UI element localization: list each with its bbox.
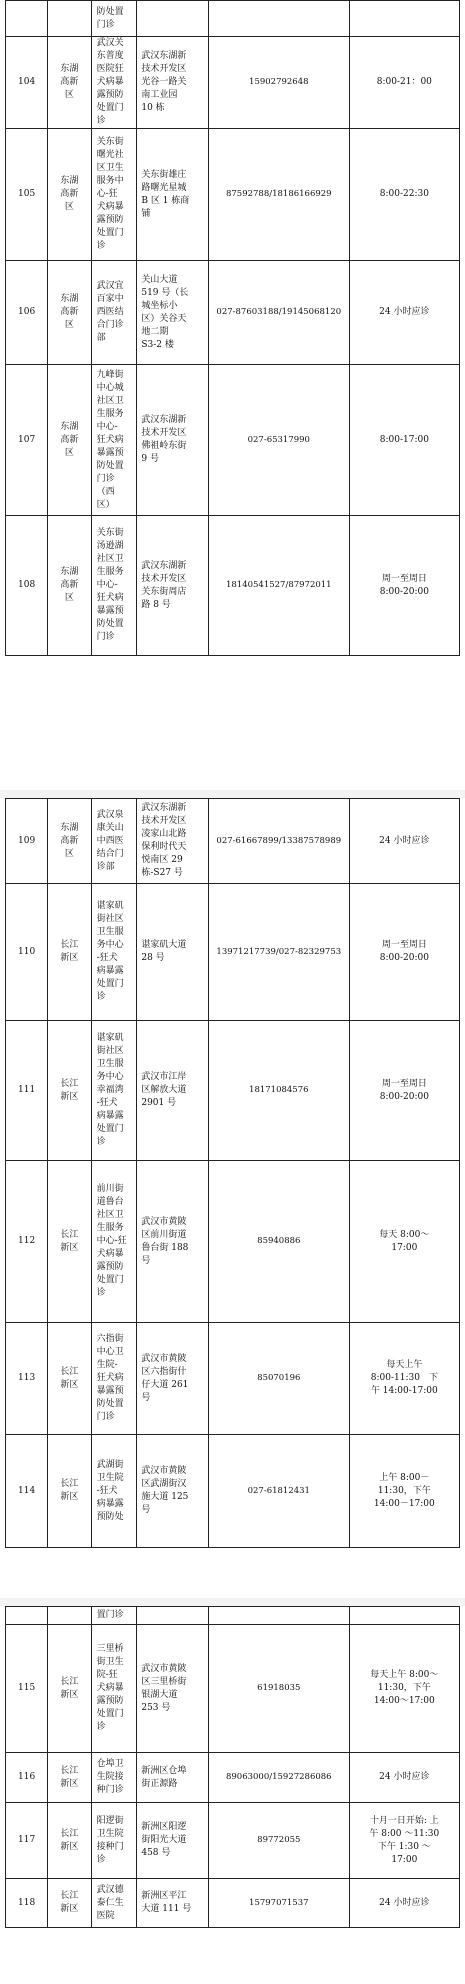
table-row bbox=[6, 261, 460, 365]
cell-hours: 周一至周日 8:00-20:00 bbox=[349, 1021, 459, 1161]
cell-clinic-name: 仓埠卫 生院接 种门诊 bbox=[91, 1753, 137, 1803]
cell-phone: 89063000/15927286086 bbox=[208, 1753, 349, 1803]
cell-number: 117 bbox=[6, 1803, 48, 1879]
cell-hours: 24 小时应诊 bbox=[349, 1753, 459, 1803]
cell-hours: 24 小时应诊 bbox=[349, 1879, 459, 1928]
cell-clinic-name: 谌家矶 街社区 卫生服 务中心 幸福湾 -狂犬 病暴露 处置门 诊 bbox=[91, 1021, 137, 1161]
cell-number: 112 bbox=[6, 1161, 48, 1323]
cell-clinic-name: 谌家矶 街社区 卫生服 务中心 -狂犬 病暴露 处置门 诊 bbox=[91, 884, 137, 1021]
cell-district: 东湖 高新 区 bbox=[48, 261, 91, 365]
cell-phone: 027-61812431 bbox=[208, 1435, 349, 1548]
cell-number: 110 bbox=[6, 884, 48, 1021]
cell-district: 长江 新区 bbox=[48, 1625, 91, 1753]
cell-address: 关东街雄庄 路曙光星城 B 区 1 栋商 铺 bbox=[137, 129, 209, 261]
cell-number: 106 bbox=[6, 261, 48, 365]
cell-address: 武汉市江岸 区解放大道 2901 号 bbox=[137, 1021, 209, 1161]
cell-district bbox=[48, 1, 91, 37]
cell-phone: 027-87603188/19145068120 bbox=[208, 261, 349, 365]
cell-district: 东湖 高新 区 bbox=[48, 37, 91, 129]
cell-district: 东湖 高新 区 bbox=[48, 365, 91, 516]
table-row bbox=[6, 1625, 460, 1753]
table-row bbox=[6, 1435, 460, 1548]
document-page-3 bbox=[0, 1606, 465, 1984]
table-row bbox=[6, 365, 460, 516]
cell-district: 长江 新区 bbox=[48, 1803, 91, 1879]
cell-hours: 十月一日开始: 上 午 8:00 ～11:30 下午 1:30 ～ 17:00 bbox=[349, 1803, 459, 1879]
table-row bbox=[6, 1323, 460, 1435]
cell-hours: 8:00-17:00 bbox=[349, 365, 459, 516]
cell-number: 113 bbox=[6, 1323, 48, 1435]
table-row bbox=[6, 37, 460, 129]
clinic-table-page-3 bbox=[5, 1606, 460, 1928]
cell-address: 武汉东湖新 技术开发区 光谷一路关 南工业园 10 栋 bbox=[137, 37, 209, 129]
cell-address: 武汉市黄陂 区前川街道 鲁台街 188 号 bbox=[137, 1161, 209, 1323]
cell-phone bbox=[208, 1607, 349, 1625]
cell-hours bbox=[349, 1, 459, 37]
cell-clinic-name: 武湖街 卫生院 -狂犬 病暴露 预防处 bbox=[91, 1435, 137, 1548]
cell-district: 东湖 高新 区 bbox=[48, 799, 91, 884]
cell-hours: 每天 8:00～ 17:00 bbox=[349, 1161, 459, 1323]
cell-address: 武汉东湖新 技术开发区 凌家山北路 保利时代天 悦南区 29 栋-S27 号 bbox=[137, 799, 209, 884]
cell-address: 武汉东湖新 技术开发区 佛祖岭东街 9 号 bbox=[137, 365, 209, 516]
table-row bbox=[6, 1, 460, 37]
table-row bbox=[6, 1803, 460, 1879]
cell-phone bbox=[208, 1, 349, 37]
cell-phone: 85070196 bbox=[208, 1323, 349, 1435]
cell-phone: 027-65317990 bbox=[208, 365, 349, 516]
cell-phone: 18171084576 bbox=[208, 1021, 349, 1161]
page-gap bbox=[0, 790, 465, 798]
cell-phone: 15902792648 bbox=[208, 37, 349, 129]
cell-district: 东湖 高新 区 bbox=[48, 516, 91, 656]
cell-phone: 027-61667899/13387578989 bbox=[208, 799, 349, 884]
cell-address bbox=[137, 1607, 209, 1625]
table-row bbox=[6, 1161, 460, 1323]
cell-hours: 24 小时应诊 bbox=[349, 261, 459, 365]
document-page-2 bbox=[0, 798, 465, 1598]
cell-phone: 61918035 bbox=[208, 1625, 349, 1753]
cell-hours: 8:00-21：00 bbox=[349, 37, 459, 129]
clinic-table-page-1 bbox=[5, 0, 460, 656]
cell-district: 长江 新区 bbox=[48, 1435, 91, 1548]
cell-number: 105 bbox=[6, 129, 48, 261]
cell-address: 武汉市黄陂 区武湖街汉 施大道 125 号 bbox=[137, 1435, 209, 1548]
cell-address: 武汉市黄陂 区六指街什 仔大道 261 号 bbox=[137, 1323, 209, 1435]
cell-phone: 18140541527/87972011 bbox=[208, 516, 349, 656]
cell-number bbox=[6, 1607, 48, 1625]
table-row bbox=[6, 799, 460, 884]
cell-hours: 周一至周日 8:00-20:00 bbox=[349, 884, 459, 1021]
cell-district bbox=[48, 1607, 91, 1625]
table-row bbox=[6, 129, 460, 261]
cell-clinic-name: 防处置 门诊 bbox=[91, 1, 137, 37]
cell-number: 111 bbox=[6, 1021, 48, 1161]
cell-district: 东湖 高新 区 bbox=[48, 129, 91, 261]
cell-clinic-name: 九峰街 中心城 社区卫 生服务 中心- 狂犬病 暴露预 防处置 门诊 （西 区） bbox=[91, 365, 137, 516]
cell-district: 长江 新区 bbox=[48, 884, 91, 1021]
cell-clinic-name: 关东街 曙光社 区卫生 服务中 心-狂 犬病暴 露预防 处置门 诊 bbox=[91, 129, 137, 261]
cell-address: 武汉市黄陂 区三里桥街 银湖大道 253 号 bbox=[137, 1625, 209, 1753]
table-row bbox=[6, 1753, 460, 1803]
cell-address: 关山大道 519 号（长 城坐标小 区）关谷天 地二期 S3-2 楼 bbox=[137, 261, 209, 365]
table-row bbox=[6, 1021, 460, 1161]
table-row bbox=[6, 1879, 460, 1928]
cell-clinic-name: 关东街 汤逊湖 社区卫 生服务 中心- 狂犬病 暴露预 防处置 门诊 bbox=[91, 516, 137, 656]
cell-clinic-name: 武汉宜 百家中 西医结 合门诊 部 bbox=[91, 261, 137, 365]
cell-phone: 15797071537 bbox=[208, 1879, 349, 1928]
cell-address: 新洲区仓埠 街正源路 bbox=[137, 1753, 209, 1803]
cell-hours bbox=[349, 1607, 459, 1625]
cell-hours: 每天上午 8:00～ 11:30，下午 14:00～17:00 bbox=[349, 1625, 459, 1753]
cell-district: 长江 新区 bbox=[48, 1879, 91, 1928]
table-row bbox=[6, 884, 460, 1021]
cell-clinic-name: 三里桥 街卫生 院-狂 犬病暴 露预防 处置门 诊 bbox=[91, 1625, 137, 1753]
cell-district: 长江 新区 bbox=[48, 1753, 91, 1803]
cell-address: 谌家矶大道 28 号 bbox=[137, 884, 209, 1021]
table-row bbox=[6, 516, 460, 656]
cell-phone: 13971217739/027-82329753 bbox=[208, 884, 349, 1021]
clinic-table-page-2 bbox=[5, 798, 460, 1548]
cell-hours: 24 小时应诊 bbox=[349, 799, 459, 884]
cell-clinic-name: 六指街 中心卫 生院- 狂犬病 暴露预 防处置 门诊 bbox=[91, 1323, 137, 1435]
cell-address: 武汉东湖新 技术开发区 关东街周店 路 8 号 bbox=[137, 516, 209, 656]
cell-number: 118 bbox=[6, 1879, 48, 1928]
cell-number: 114 bbox=[6, 1435, 48, 1548]
cell-phone: 85940886 bbox=[208, 1161, 349, 1323]
cell-number: 108 bbox=[6, 516, 48, 656]
document-page-1 bbox=[0, 0, 465, 790]
cell-address: 新洲区平江 大道 111 号 bbox=[137, 1879, 209, 1928]
cell-hours: 上午 8:00－ 11:30，下午 14:00－17:00 bbox=[349, 1435, 459, 1548]
cell-clinic-name: 前川街 道鲁台 社区卫 生服务 中心-狂 犬病暴 露预防 处置门 诊 bbox=[91, 1161, 137, 1323]
cell-phone: 89772055 bbox=[208, 1803, 349, 1879]
cell-number: 109 bbox=[6, 799, 48, 884]
cell-district: 长江 新区 bbox=[48, 1161, 91, 1323]
table-row bbox=[6, 1607, 460, 1625]
cell-address: 新洲区阳逻 街阳光大道 458 号 bbox=[137, 1803, 209, 1879]
cell-address bbox=[137, 1, 209, 37]
cell-hours: 8:00-22:30 bbox=[349, 129, 459, 261]
cell-hours: 每天上午 8:00-11:30 下 午 14:00-17:00 bbox=[349, 1323, 459, 1435]
cell-district: 长江 新区 bbox=[48, 1021, 91, 1161]
cell-clinic-name: 武汉关 东普度 医院狂 犬病暴 露预防 处置门 诊 bbox=[91, 37, 137, 129]
cell-clinic-name: 阳逻街 卫生院 接种门 诊 bbox=[91, 1803, 137, 1879]
cell-number: 115 bbox=[6, 1625, 48, 1753]
cell-clinic-name: 置门诊 bbox=[91, 1607, 137, 1625]
cell-hours: 周一至周日 8:00-20:00 bbox=[349, 516, 459, 656]
cell-number bbox=[6, 1, 48, 37]
cell-number: 107 bbox=[6, 365, 48, 516]
page-gap bbox=[0, 1598, 465, 1606]
cell-clinic-name: 武汉泉 康关山 中西医 结合门 诊部 bbox=[91, 799, 137, 884]
cell-number: 116 bbox=[6, 1753, 48, 1803]
cell-number: 104 bbox=[6, 37, 48, 129]
cell-district: 长江 新区 bbox=[48, 1323, 91, 1435]
cell-phone: 87592788/18186166929 bbox=[208, 129, 349, 261]
cell-clinic-name: 武汉德 泰仁生 医院 bbox=[91, 1879, 137, 1928]
